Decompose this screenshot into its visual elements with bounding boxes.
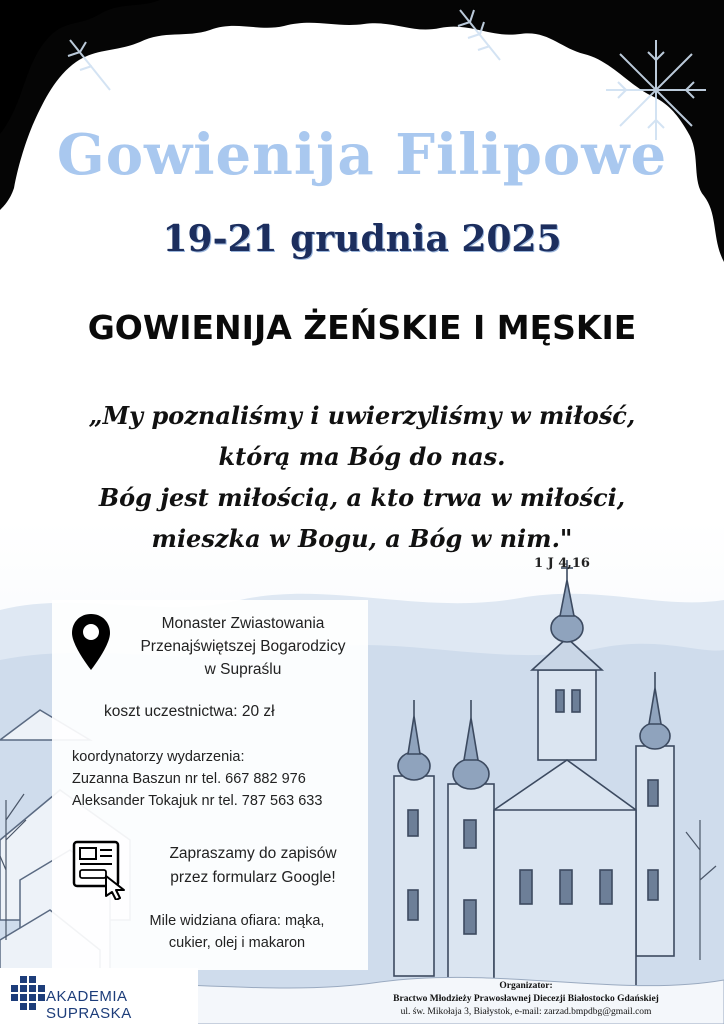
coordinator-contact: Zuzanna Baszun nr tel. 667 882 976 bbox=[72, 771, 306, 787]
organizer-address: ul. św. Mikołaja 3, Białystok, e-mail: zarzad.bmpdbg@gmail.com bbox=[400, 1007, 652, 1017]
location-pin-icon bbox=[70, 612, 112, 672]
signup-invitation bbox=[140, 842, 366, 890]
coordinator-contact: Aleksander Tokajuk nr tel. 787 563 633 bbox=[72, 793, 323, 809]
quote-line: mieszka w Bogu, a Bóg w nim." bbox=[151, 524, 573, 553]
venue-line: Monaster Zwiastowania bbox=[161, 615, 325, 632]
online-form-icon bbox=[70, 838, 132, 900]
signup-line: Zapraszamy do zapisów bbox=[169, 845, 337, 862]
academy-logo-icon bbox=[6, 974, 50, 1018]
donation-line: cukier, olej i makaron bbox=[168, 935, 306, 951]
venue-address bbox=[120, 612, 366, 681]
signup-line: przez formularz Google! bbox=[170, 869, 336, 886]
organizer-name: Bractwo Młodzieży Prawosławnej Diecezji Białostocko Gdańskiej bbox=[393, 994, 659, 1004]
coordinators bbox=[72, 746, 322, 812]
academy-logo bbox=[0, 968, 198, 1024]
organizer-info bbox=[330, 980, 722, 1019]
quote-line: Bóg jest miłością, a kto trwa w miłości, bbox=[98, 483, 626, 512]
info-panel bbox=[52, 600, 368, 970]
event-title: Gowienija Filipowe bbox=[56, 122, 668, 188]
participation-cost: koszt uczestnictwa: 20 zł bbox=[104, 703, 275, 720]
donation-line: Mile widziana ofiara: mąka, bbox=[149, 913, 325, 929]
bible-quote bbox=[40, 395, 684, 559]
event-dates: 19-21 grudnia 2025 bbox=[162, 218, 562, 260]
quote-line: którą ma Bóg do nas. bbox=[218, 442, 506, 471]
academy-logo-text: AKADEMIA SUPRASKA bbox=[46, 988, 132, 1022]
coordinators-label: koordynatorzy wydarzenia: bbox=[72, 749, 245, 765]
venue-line: Przenajświętszej Bogarodzicy bbox=[140, 638, 346, 655]
quote-line: „My poznaliśmy i uwierzyliśmy w miłość, bbox=[88, 401, 636, 430]
donation-note bbox=[124, 910, 350, 954]
event-subtitle: GOWIENIJA ŻEŃSKIE I MĘSKIE bbox=[87, 308, 637, 347]
organizer-label: Organizator: bbox=[499, 981, 553, 991]
verse-reference: 1 J 4,16 bbox=[534, 556, 590, 571]
venue-line: w Supraślu bbox=[204, 661, 282, 678]
